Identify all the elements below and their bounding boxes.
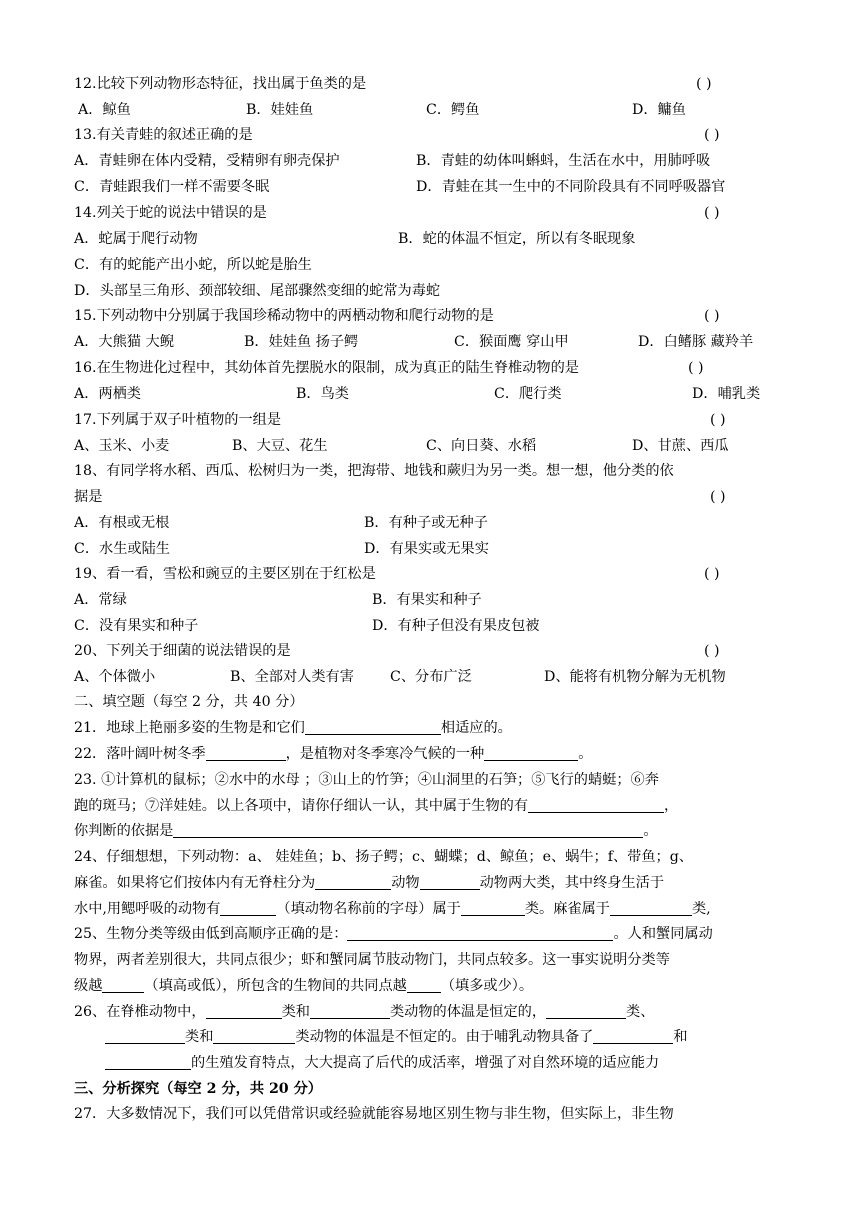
- option-b: B．有种子或无种子: [364, 515, 488, 531]
- question-24-line-1: [74, 844, 794, 870]
- question-13-options-ab: [74, 148, 794, 174]
- q26-text-8: 的生殖发育特点，大大提高了后代的成活率，增强了对自然环境的适应能力: [191, 1055, 660, 1071]
- q24-text-6: （填动物名称前的字母）属于: [276, 901, 461, 917]
- option-a: A．青蛙卵在体内受精，受精卵有卵壳保护: [74, 153, 340, 169]
- answer-parentheses: ( ): [704, 205, 720, 221]
- option-d: D．哺乳类: [692, 386, 761, 402]
- q25-text-6: （填多或少）。: [440, 978, 534, 994]
- fill-blank[interactable]: [610, 897, 692, 916]
- option-c: C．没有果实和种子: [74, 618, 199, 634]
- q24-text-2: 麻雀。如果将它们按体内有无脊柱分为: [74, 875, 316, 891]
- option-a: A．蛇属于爬行动物: [74, 231, 198, 247]
- fill-blank[interactable]: [206, 742, 286, 761]
- question-23-line-3: [74, 818, 794, 844]
- option-a: A、个体微小: [74, 669, 156, 685]
- question-22: [74, 741, 794, 767]
- question-18-stem: 18、有同学将水稻、西瓜、松树归为一类，把海带、地钱和蕨归为另一类。想一想，他分类的依: [74, 463, 674, 479]
- fill-blank[interactable]: [220, 897, 276, 916]
- fill-blank[interactable]: [305, 716, 441, 735]
- question-16-stem-line: [74, 355, 794, 381]
- question-15-stem: 15.下列动物中分别属于我国珍稀动物中的两栖动物和爬行动物的是: [74, 308, 494, 324]
- q22-text-2: ，是植物对冬季寒冷气候的一种: [285, 746, 485, 762]
- section-title: 二、填空题（每空 2 分，共 40 分）: [74, 694, 304, 710]
- question-15-stem-line: [74, 303, 794, 329]
- q23-text-3: ，: [664, 798, 679, 814]
- question-16-options: [74, 381, 794, 407]
- q23-text-4: 你判断的依据是: [74, 823, 174, 839]
- option-d: D．头部呈三角形、颈部较细、尾部骤然变细的蛇常为毒蛇: [74, 283, 441, 299]
- option-a: A．鲸鱼: [78, 102, 131, 118]
- question-25-line-3: [74, 973, 794, 999]
- option-b: B、大豆、花生: [232, 438, 328, 454]
- question-12-stem: 12.比较下列动物形态特征，找出属于鱼类的是: [74, 76, 367, 92]
- fill-blank[interactable]: [173, 819, 643, 838]
- option-a: A．常绿: [74, 592, 127, 608]
- question-21: [74, 715, 794, 741]
- fill-blank[interactable]: [105, 1025, 185, 1044]
- question-14-stem-line: [74, 200, 794, 226]
- option-a: A．两栖类: [74, 386, 141, 402]
- question-14-options-ab: [74, 226, 794, 252]
- question-18-stem-line-2: [74, 484, 794, 510]
- question-20-stem-line: [74, 638, 794, 664]
- option-c: C、向日葵、水稻: [426, 438, 537, 454]
- option-b: B、全部对人类有害: [230, 669, 354, 685]
- option-b: B．娃娃鱼 扬子鳄: [244, 334, 359, 350]
- q24-text-5: 水中,用鳃呼吸的动物有: [74, 901, 221, 917]
- option-c: C．青蛙跟我们一样不需要冬眠: [74, 179, 270, 195]
- fill-blank[interactable]: [420, 871, 480, 890]
- question-23-line-1: [74, 767, 794, 793]
- option-a: A．有根或无根: [74, 515, 170, 531]
- option-c: C．鳄鱼: [426, 102, 480, 118]
- fill-blank[interactable]: [206, 1000, 282, 1019]
- q27-text-1: 27．大多数情况下，我们可以凭借常识或经验就能容易地区别生物与非生物，但实际上，非生物: [74, 1106, 674, 1122]
- option-b: B．鸟类: [296, 386, 349, 402]
- fill-blank[interactable]: [310, 1000, 390, 1019]
- fill-blank[interactable]: [213, 1025, 295, 1044]
- question-25-line-1: [74, 921, 794, 947]
- option-a: A、玉米、小麦: [74, 438, 170, 454]
- q22-text-1: 22．落叶阔叶树冬季: [74, 746, 206, 762]
- question-13-options-cd: [74, 174, 794, 200]
- q26-text-2: 类和: [281, 1004, 310, 1020]
- question-26-line-3: [105, 1050, 825, 1076]
- fill-blank[interactable]: [347, 922, 613, 941]
- fill-blank[interactable]: [105, 1051, 191, 1070]
- q24-text-4: 动物两大类，其中终身生活于: [479, 875, 665, 891]
- q26-text-4: 类、: [626, 1004, 655, 1020]
- question-12-options: [74, 97, 794, 123]
- option-d: D．青蛙在其一生中的不同阶段具有不同呼吸器官: [416, 179, 726, 195]
- question-19-options-ab: [74, 587, 794, 613]
- option-c: C．猴面鹰 穿山甲: [454, 334, 569, 350]
- question-17-stem: 17.下列属于双子叶植物的一组是: [74, 412, 282, 428]
- question-20-stem: 20、下列关于细菌的说法错误的是: [74, 643, 291, 659]
- option-d: D．有种子但没有果皮包被: [372, 618, 540, 634]
- fill-blank[interactable]: [315, 871, 391, 890]
- question-24-line-2: [74, 870, 794, 896]
- q23-text-1: 23. ①计算机的鼠标；②水中的水母 ；③山上的竹笋；④山洞里的石笋；⑤飞行的蜻蜓；⑥奔: [74, 772, 659, 788]
- option-d: D．鳙鱼: [632, 102, 686, 118]
- question-15-options: [74, 329, 794, 355]
- answer-parentheses: ( ): [688, 360, 704, 376]
- question-14-option-c: [74, 252, 794, 278]
- question-16-stem: 16.在生物进化过程中，其幼体首先摆脱水的限制，成为真正的陆生脊椎动物的是: [74, 360, 579, 376]
- option-d: D、能将有机物分解为无机物: [544, 669, 726, 685]
- option-b: B．蛇的体温不恒定，所以有冬眠现象: [398, 231, 636, 247]
- question-20-options: [74, 664, 794, 690]
- fill-blank[interactable]: [593, 1025, 673, 1044]
- question-18-options-ab: [74, 510, 794, 536]
- question-14-stem: 14.列关于蛇的说法中错误的是: [74, 205, 267, 221]
- question-18-stem-line: [74, 458, 794, 484]
- question-12-stem-line: [74, 71, 794, 97]
- q24-text-7: 类。麻雀属于: [524, 901, 610, 917]
- option-b: B．有果实和种子: [372, 592, 482, 608]
- q24-text-8: 类,: [691, 901, 711, 917]
- option-c: C、分布广泛: [390, 669, 472, 685]
- question-19-stem: 19、看一看，雪松和豌豆的主要区别在于红松是: [74, 566, 376, 582]
- answer-parentheses: ( ): [704, 566, 720, 582]
- q25-text-3: 物界，两者差别很大，共同点很少；虾和蟹同属节肢动物门，共同点较多。这一事实说明分类等: [74, 952, 670, 968]
- option-d: D．白鳍豚 藏羚羊: [638, 334, 754, 350]
- question-26-line-1: [74, 999, 794, 1025]
- question-17-options: [74, 433, 794, 459]
- question-18-options-cd: [74, 536, 794, 562]
- answer-parentheses: ( ): [704, 643, 720, 659]
- question-25-line-2: [74, 947, 794, 973]
- question-27-line-1: [74, 1101, 794, 1127]
- q21-text-1: 21．地球上艳丽多姿的生物是和它们: [74, 720, 305, 736]
- option-a: A．大熊猫 大鲵: [74, 334, 174, 350]
- q21-text-2: 相适应的。: [440, 720, 512, 736]
- q26-text-7: 和: [673, 1029, 688, 1045]
- option-c: C．有的蛇能产出小蛇，所以蛇是胎生: [74, 257, 312, 273]
- option-c: C．爬行类: [494, 386, 562, 402]
- section-3-heading: [74, 1076, 794, 1102]
- q22-text-3: 。: [578, 746, 593, 762]
- q23-text-5: 。: [643, 823, 658, 839]
- q26-text-1: 26、在脊椎动物中，: [74, 1004, 206, 1020]
- answer-parentheses: ( ): [710, 489, 726, 505]
- fill-blank[interactable]: [407, 974, 441, 993]
- fill-blank[interactable]: [528, 794, 664, 813]
- option-d: D．有果实或无果实: [364, 541, 489, 557]
- q24-text-3: 动物: [391, 875, 420, 891]
- option-b: B．青蛙的幼体叫蝌蚪，生活在水中，用肺呼吸: [416, 153, 711, 169]
- question-13-stem: 13.有关青蛙的叙述正确的是: [74, 127, 253, 143]
- question-13-stem-line: [74, 122, 794, 148]
- section-2-heading: [74, 689, 794, 715]
- q23-text-2: 跑的斑马；⑦洋娃娃。以上各项中，请你仔细认一认，其中属于生物的有: [74, 798, 529, 814]
- question-26-line-2: [105, 1024, 825, 1050]
- q25-text-1: 25、生物分类等级由低到高顺序正确的是：: [74, 926, 348, 942]
- q25-text-4: 级越: [74, 978, 103, 994]
- option-c: C．水生或陆生: [74, 541, 170, 557]
- answer-parentheses: ( ): [696, 76, 712, 92]
- question-19-options-cd: [74, 613, 794, 639]
- fill-blank[interactable]: [546, 1000, 626, 1019]
- fill-blank[interactable]: [484, 742, 578, 761]
- section-title: 三、分析探究（每空 2 分，共 20 分）: [74, 1081, 322, 1097]
- answer-parentheses: ( ): [704, 127, 720, 143]
- q25-text-2: 。人和蟹同属动: [613, 926, 713, 942]
- fill-blank[interactable]: [461, 897, 525, 916]
- q24-text-1: 24、仔细想想，下列动物：a、 娃娃鱼；b、扬子鳄；c、蝴蝶；d、鲸鱼；e、蜗牛；f、带鱼；g、: [74, 849, 693, 865]
- answer-parentheses: ( ): [710, 412, 726, 428]
- question-23-line-2: [74, 793, 794, 819]
- question-24-line-3: [74, 896, 794, 922]
- question-17-stem-line: [74, 407, 794, 433]
- question-14-option-d: [74, 278, 794, 304]
- q26-text-6: 类动物的体温是不恒定的。由于哺乳动物具备了: [295, 1029, 594, 1045]
- q25-text-5: （填高或低），所包含的生物间的共同点越: [144, 978, 407, 994]
- fill-blank[interactable]: [102, 974, 144, 993]
- question-18-stem-cont: 据是: [74, 489, 103, 505]
- q26-text-5: 类和: [185, 1029, 214, 1045]
- option-d: D、甘蔗、西瓜: [632, 438, 729, 454]
- answer-parentheses: ( ): [704, 308, 720, 324]
- question-19-stem-line: [74, 561, 794, 587]
- q26-text-3: 类动物的体温是恒定的，: [389, 1004, 547, 1020]
- option-b: B．娃娃鱼: [246, 102, 314, 118]
